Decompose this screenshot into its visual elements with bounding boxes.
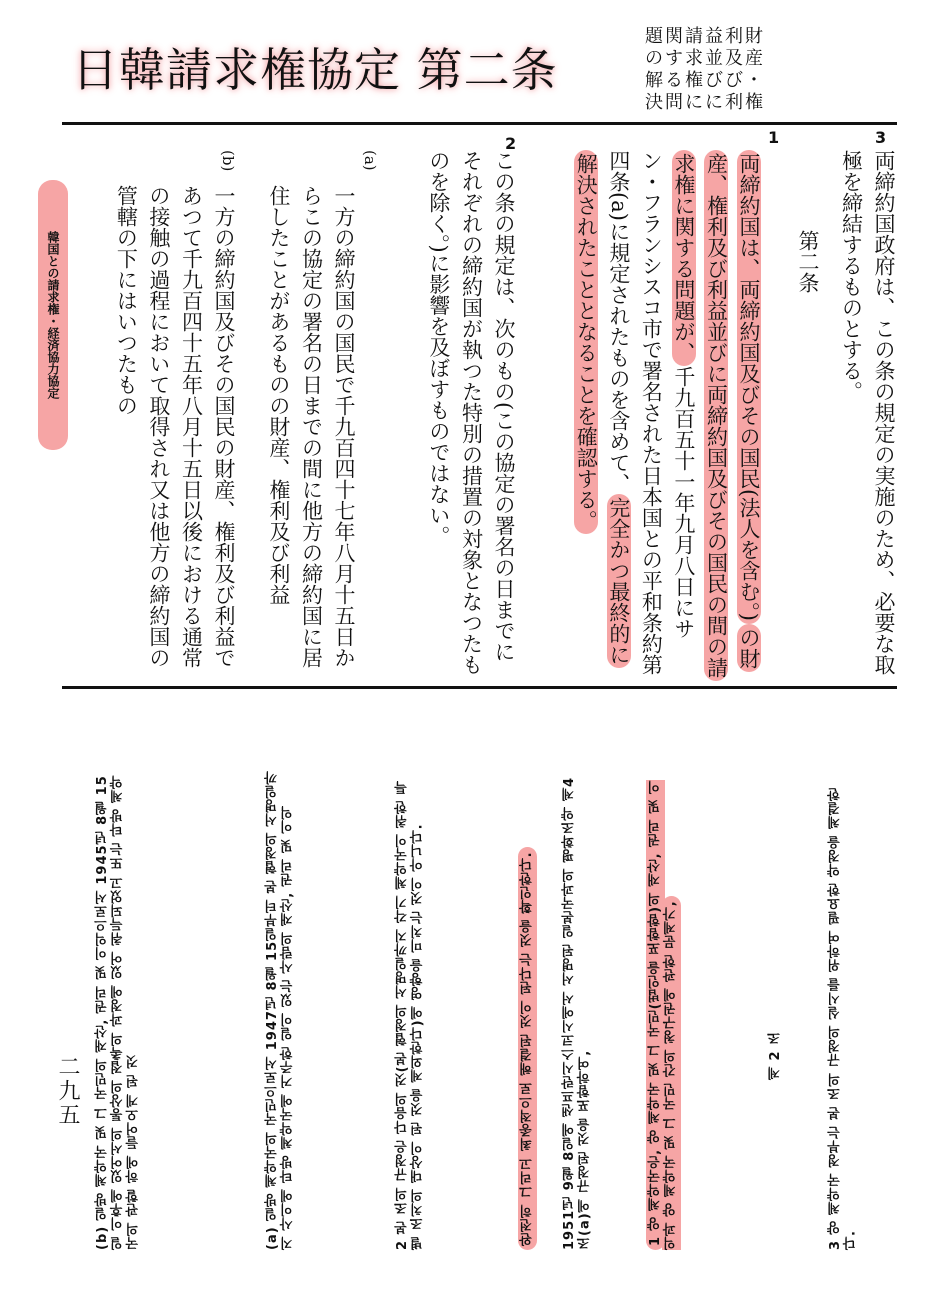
- p2-number: 2: [505, 134, 517, 153]
- kr-paragraph-1-highlight: [648, 770, 710, 1250]
- kr-article-heading: 제 2 조: [768, 1030, 783, 1080]
- kr-paragraph-1-end: [520, 770, 554, 1250]
- paragraph-2: この条の規定は、次のもの(この協定の署名の日までにそれぞれの締約国が執つた特別の措置の対象となつたものを除く。)に影響を及ぼすものではない。: [426, 150, 516, 675]
- heading-line: のす求並及産: [645, 48, 765, 69]
- kr-paragraph-2: 2 본 조의 규정은 다음의 것(본 협정의 서명일까지 각기 체약국이 취한 특별 조치의 대상이 된 것을 제외한다)에 영향을 미치는 것이 아니다.: [395, 780, 426, 1250]
- p1-plain: 千九百五十一年九月八日にサン・フランシスコ市で署名された日本国との平和条約第四条(a)に規定されたものを含めて、: [606, 150, 696, 675]
- art3-text: 両締約国政府は、この条の規定の実施のため、必要な取極を締結するものとする。: [839, 150, 896, 675]
- p1-number: 1: [768, 128, 780, 147]
- top-rule: [62, 122, 897, 125]
- p1-highlight-1: 両締約国は、両締約国及びその国民(法人を含む。): [737, 150, 761, 624]
- heading-line: 解る権びび・: [645, 70, 765, 91]
- p1-highlight-2: の財産、権利及び利益並びに両締約国及びその国民の間の請求権に関する問題が、: [672, 150, 761, 681]
- section-tag: 韓国との請求権・経済協力協定: [38, 180, 68, 450]
- art3-number: 3: [875, 128, 887, 147]
- kr-paragraph-1-plain: 1951년 9월 8일에 샌프란시스코시에서 서명된 일본국과의 평화조약 제4조(a)에 규정된 것을 포함하여,: [562, 777, 593, 1250]
- kr-art3: 3 양 체약국 정부는 본 조의 규정의 실시를 위하여 필요한 약정을 체결한다.: [828, 787, 859, 1250]
- kr-clause-b: (b) 일방 체약국 및 그 국민의 재산, 권리 및 이익으로서 1945년 8월 15일 이후에 있어서의 통상의 접촉의 과정에 있어 취득되었고 또는 타방 체약국의 관할 하에 들어오게 된 것: [95, 774, 142, 1250]
- kr-clause-a: (a) 일방 체약국의 국민으로서 1947년 8월 15일부터 본 협정의 서명일까지 사이에 타방 체약국에 거주한 일이 있는 사람의 재산, 권리 및 이익: [265, 770, 296, 1250]
- heading-line: 決問にに利権: [645, 92, 765, 113]
- article-heading: 第二条: [796, 230, 820, 293]
- clause-a-label: (a): [361, 150, 379, 171]
- paragraph-1: [540, 150, 765, 680]
- clause-b: 一方の締約国及びその国民の財産、権利及び利益であつて千九百四十五年八月十五日以後における通常の接触の過程において取得され又は他方の締約国の管轄の下にはいつたもの: [114, 185, 236, 668]
- p1-highlight-3: 完全かつ最終的に解決されたこととなることを確認する。: [574, 150, 631, 668]
- clause-a: 一方の締約国の国民で千九百四十七年八月十五日からこの協定の署名の日までの間に他方の締約国に居住したことがあるものの財産、権利及び利益: [266, 185, 356, 668]
- page-number: 二九五: [55, 1055, 80, 1127]
- kr-highlight-1: 1 양 체약국은, 양 체약국 및 그 국민(법인을 포함함)의 재산, 권리 및 이익과 양 체약국 및 그 국민 간의 청구권에 관한 문제가,: [648, 779, 679, 1250]
- kr-highlight-2: 완전히 그리고 최종적으로 해결된 것이 된다는 것을 확인한다.: [518, 847, 537, 1250]
- clause-b-label: (b): [219, 150, 237, 172]
- page-title: 日韓請求権協定 第二条: [72, 43, 558, 97]
- middle-rule: [62, 686, 897, 689]
- heading-line: 題関請益利財: [645, 26, 765, 47]
- subject-heading: [645, 26, 820, 114]
